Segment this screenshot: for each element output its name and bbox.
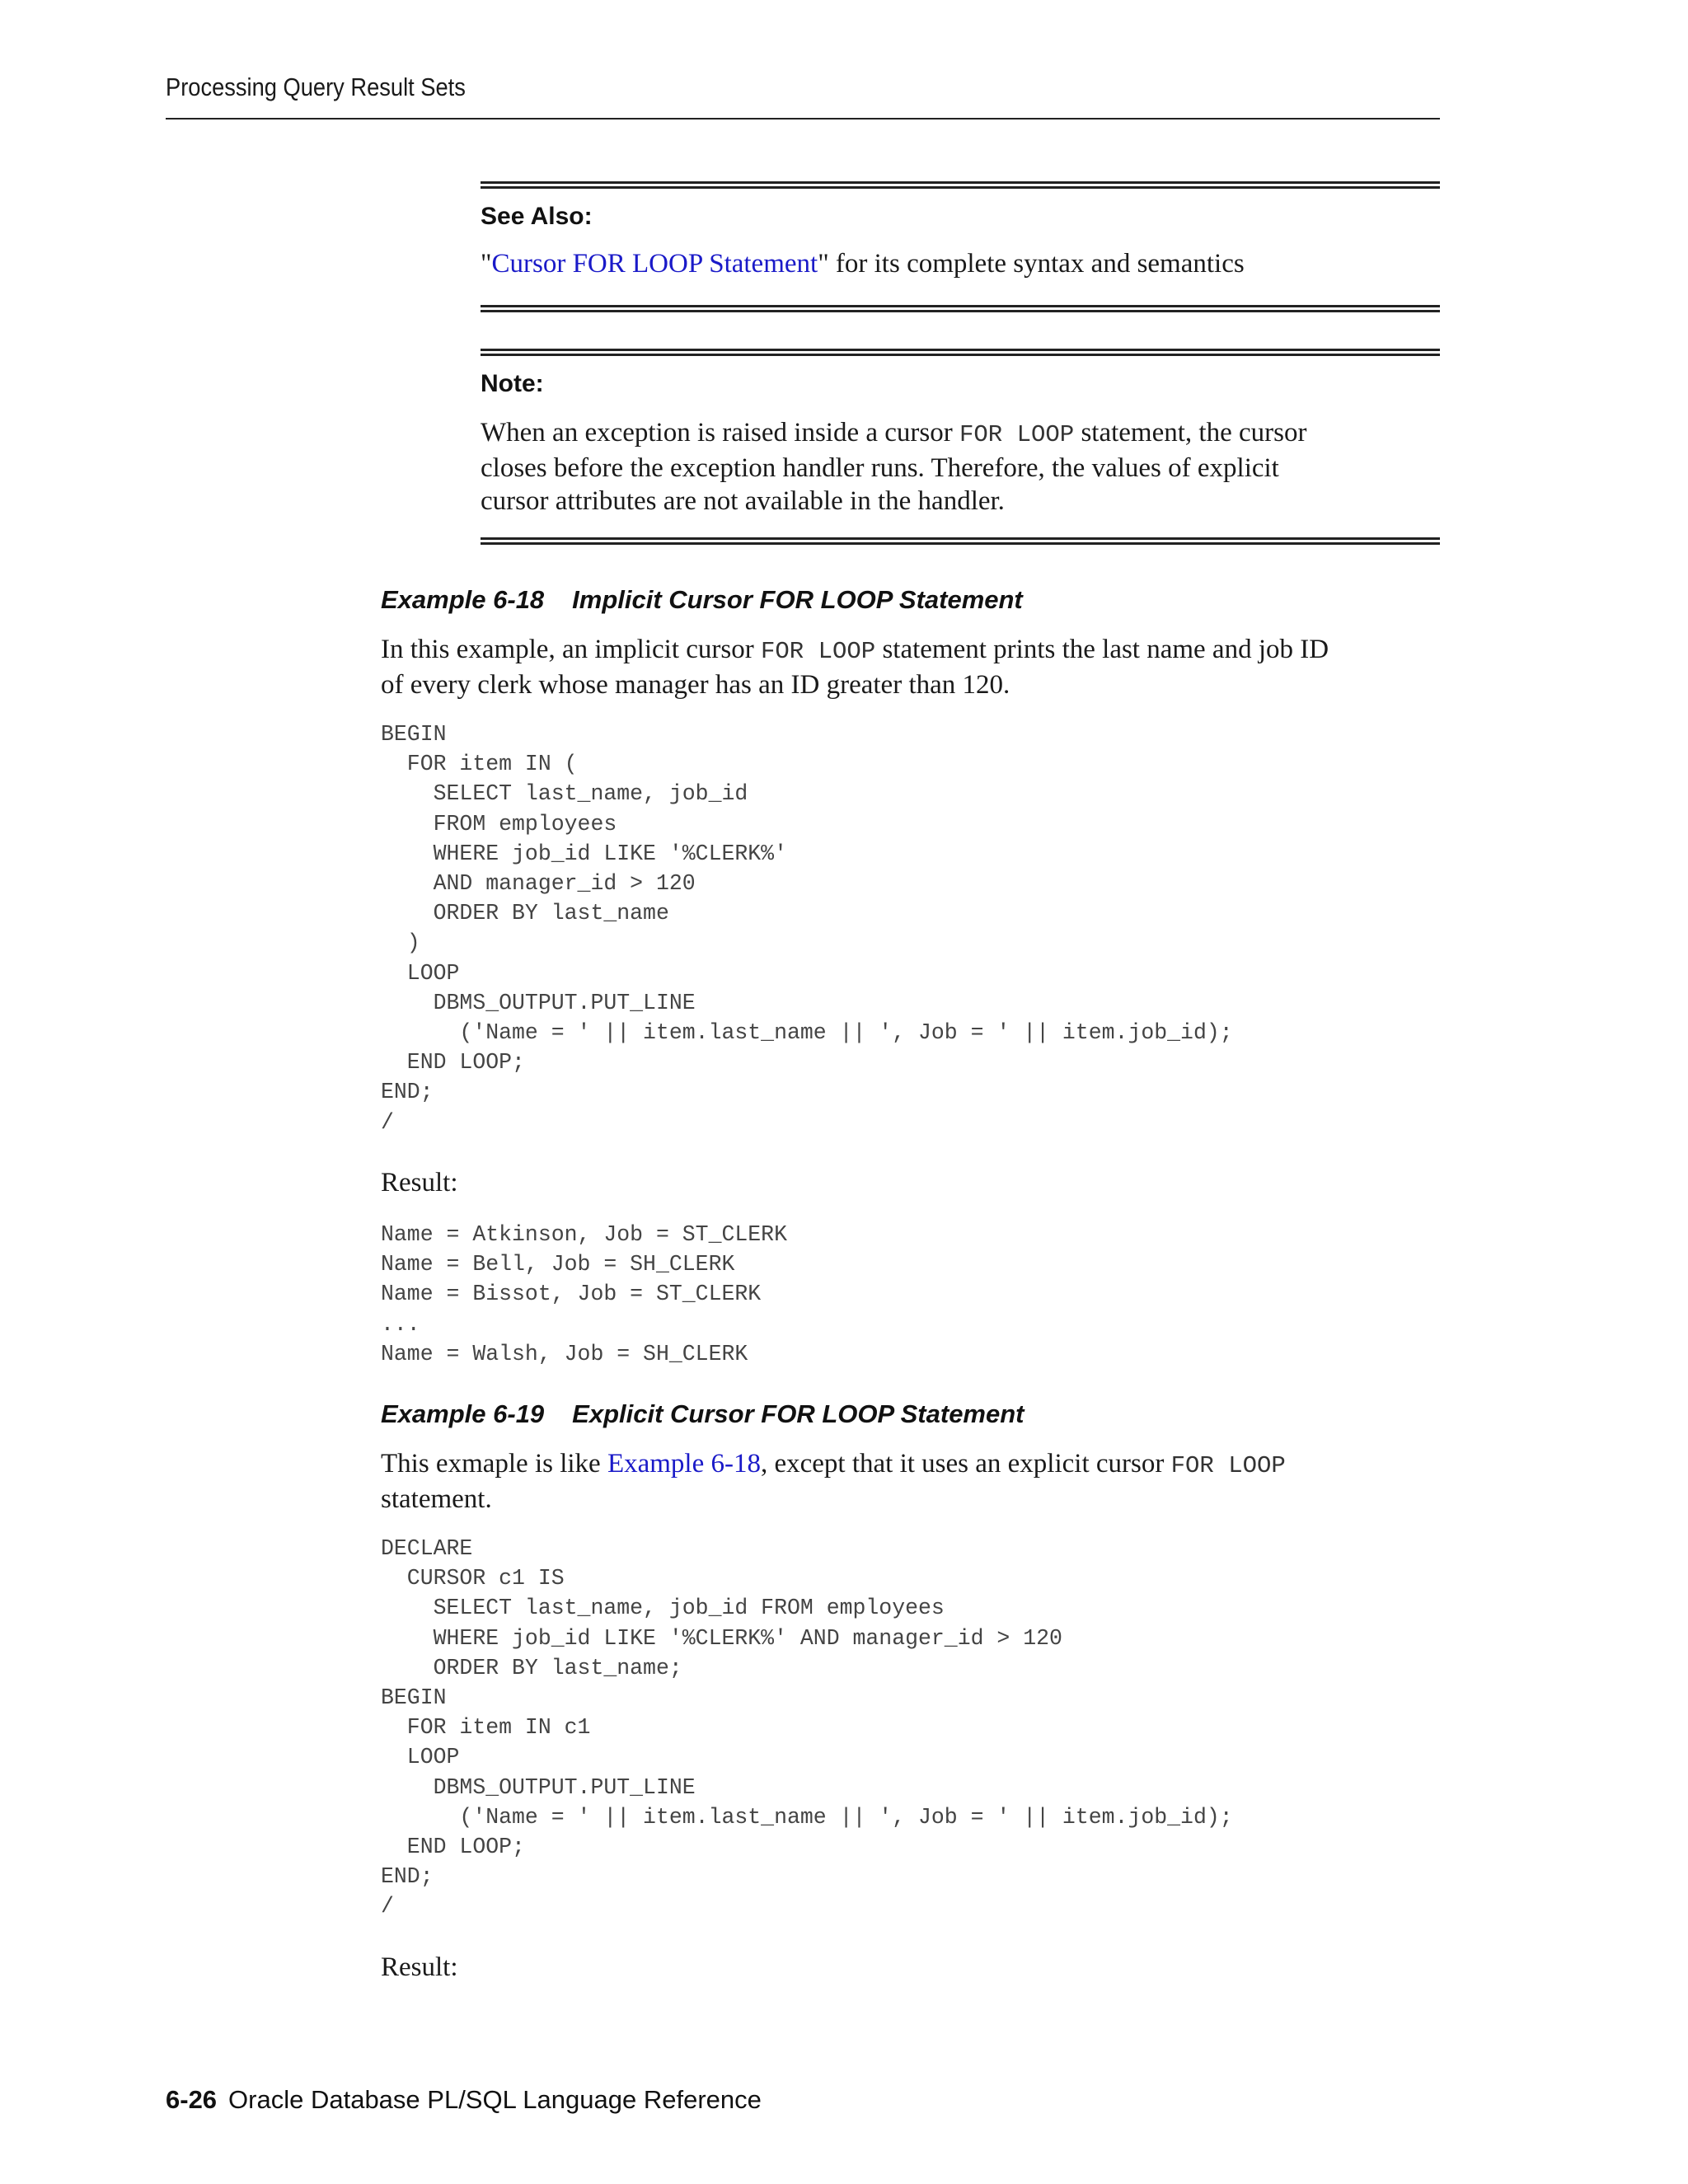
example-18-inline-code: FOR LOOP [760,638,876,665]
example-19-code: DECLARE CURSOR c1 IS SELECT last_name, job_id FROM employees WHERE job_id LIKE '%CLERK%' AND manager_id > 120 ORDER BY last_name; BEGIN FOR item IN c1 LOOP DBMS_OUTPUT.PUT_LINE ('Name = ' || item.last_name || ', Job = ' || item.job_id); END LOOP; END; / [381,1536,1233,1919]
example-6-18-link[interactable]: Example 6-18 [607,1449,761,1479]
see-also-text [481,247,1445,280]
see-also-top-rule [481,181,1440,189]
example-18-result: Name = Atkinson, Job = ST_CLERK Name = Bell, Job = SH_CLERK Name = Bissot, Job = ST_CLERK ... Name = Walsh, Job = SH_CLERK [381,1222,787,1366]
book-title: Oracle Database PL/SQL Language Reference [228,2085,762,2114]
example-19-intro-line-2: statement. [381,1484,492,1514]
note-line-2: closes before the exception handler runs. Therefore, the values of explicit [481,453,1279,483]
example-19-title [381,1399,1025,1429]
example-18-intro-line-2: of every clerk whose manager has an ID greater than 120. [381,670,1010,700]
example-19-intro [381,1447,1452,1516]
note-bottom-rule [481,537,1440,545]
see-also-quote-open: " [481,249,492,279]
page-footer [166,2085,762,2115]
note-body [481,416,1445,518]
example-18-intro [381,633,1452,701]
see-also-bottom-rule [481,305,1440,312]
example-19-inline-code: FOR LOOP [1170,1452,1286,1479]
note-heading: Note: [481,370,544,397]
header-title: Processing Query Result Sets [166,73,466,101]
running-header [166,73,1440,120]
note-line-3: cursor attributes are not available in the handler. [481,486,1005,516]
note-top-rule [481,349,1440,356]
example-19-result-label: Result: [381,1952,458,1982]
note-line-1: When an exception is raised inside a cursor FOR LOOP statement, the cursor [481,418,1307,448]
example-18-caption: Implicit Cursor FOR LOOP Statement [572,585,1023,614]
see-also-rest: " for its complete syntax and semantics [818,249,1245,279]
page-number: 6-26 [166,2085,218,2114]
example-18-code: BEGIN FOR item IN ( SELECT last_name, job_id FROM employees WHERE job_id LIKE '%CLERK%' AND manager_id > 120 ORDER BY last_name ) LOOP DBMS_OUTPUT.PUT_LINE ('Name = ' || item.last_name || ', Job = ' || item.job_id); END LOOP; END; / [381,722,1233,1135]
example-18-result-label: Result: [381,1168,458,1197]
example-18-number: Example 6-18 [381,585,545,614]
example-19-caption: Explicit Cursor FOR LOOP Statement [572,1399,1025,1428]
cursor-for-loop-link[interactable]: Cursor FOR LOOP Statement [491,249,818,279]
see-also-heading: See Also: [481,203,593,230]
example-18-title [381,585,1023,615]
example-18-intro-line-1: In this example, an implicit cursor FOR LOOP statement prints the last name and job ID [381,635,1329,665]
example-19-intro-line-1: This exmaple is like Example 6-18, except that it uses an explicit cursor FOR LOOP [381,1449,1286,1479]
example-19-number: Example 6-19 [381,1399,545,1428]
note-code: FOR LOOP [959,421,1075,448]
